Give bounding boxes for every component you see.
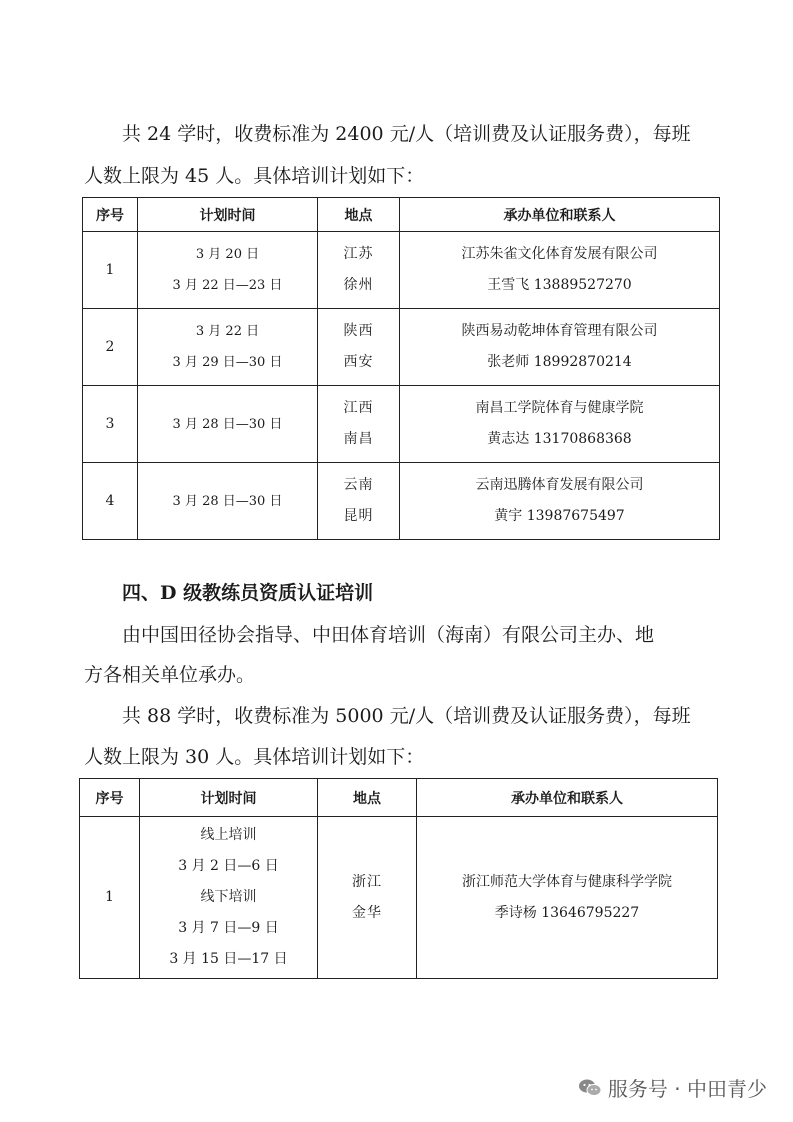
table-row — [83, 463, 720, 540]
col-header-org: 承办单位和联系人 — [417, 779, 718, 817]
place-city: 昆明 — [343, 508, 374, 524]
account-name: 服务号 · 中田青少 — [607, 1077, 767, 1101]
table-row — [80, 817, 718, 979]
row-org — [400, 463, 720, 540]
row-number: 1 — [83, 232, 138, 309]
row-place — [318, 386, 400, 463]
time-line: 3 月 2 日—6 日 — [178, 858, 279, 874]
row-time — [138, 232, 318, 309]
row-org — [417, 817, 718, 979]
row-place — [318, 817, 417, 979]
place-province: 陕西 — [343, 323, 374, 339]
row-time — [138, 309, 318, 386]
org-contact: 黄宇 13987675497 — [494, 508, 625, 524]
time-line: 3 月 22 日—23 日 — [172, 278, 283, 293]
time-line: 线下培训 — [200, 889, 257, 905]
place-city: 南昌 — [343, 431, 374, 447]
col-header-time: 计划时间 — [140, 779, 318, 817]
row-number: 2 — [83, 309, 138, 386]
org-contact: 黄志达 13170868368 — [487, 431, 632, 447]
section-c-fee-line2: 人数上限为 45 人。具体培训计划如下： — [84, 165, 425, 187]
row-time — [140, 817, 318, 979]
section-d-organizer-line1: 由中国田径协会指导、中田体育培训（海南）有限公司主办、地 — [122, 624, 655, 646]
org-contact: 季诗杨 13646795227 — [494, 904, 640, 921]
org-contact: 王雪飞 13889527270 — [487, 277, 632, 293]
row-time — [138, 386, 318, 463]
section-c-fee-line1: 共 24 学时，收费标准为 2400 元/人（培训费及认证服务费），每班 — [122, 123, 691, 145]
row-time — [138, 463, 318, 540]
col-header-time: 计划时间 — [138, 198, 318, 232]
place-province: 江西 — [343, 400, 374, 416]
row-number: 4 — [83, 463, 138, 540]
place-city: 金华 — [352, 904, 382, 921]
row-place — [318, 463, 400, 540]
time-line: 3 月 29 日—30 日 — [172, 355, 283, 370]
row-number: 3 — [83, 386, 138, 463]
col-header-no: 序号 — [80, 779, 140, 817]
section-d-heading: 四、D 级教练员资质认证培训 — [122, 582, 374, 604]
table-row — [83, 386, 720, 463]
org-name: 江苏朱雀文化体育发展有限公司 — [461, 246, 658, 262]
col-header-place: 地点 — [318, 779, 417, 817]
org-name: 南昌工学院体育与健康学院 — [475, 400, 644, 416]
section-d-fee-line1: 共 88 学时，收费标准为 5000 元/人（培训费及认证服务费），每班 — [122, 705, 691, 727]
wechat-icon — [578, 1078, 602, 1098]
section-d-fee-line2: 人数上限为 30 人。具体培训计划如下： — [84, 746, 425, 768]
place-city: 徐州 — [343, 277, 374, 293]
org-name: 云南迅腾体育发展有限公司 — [475, 477, 644, 493]
account-watermark — [578, 1073, 767, 1102]
row-org — [400, 309, 720, 386]
time-line: 3 月 7 日—9 日 — [178, 920, 279, 936]
time-line: 3 月 15 日—17 日 — [169, 951, 288, 967]
table-header-row — [83, 198, 720, 232]
time-line: 3 月 22 日 — [195, 324, 260, 339]
table-row — [83, 232, 720, 309]
time-line: 3 月 28 日—30 日 — [172, 416, 283, 432]
table-header-row — [80, 779, 718, 817]
time-line: 3 月 20 日 — [195, 247, 260, 262]
row-number: 1 — [80, 817, 140, 979]
org-name: 浙江师范大学体育与健康科学学院 — [462, 873, 672, 890]
section-d-organizer-line2: 方各相关单位承办。 — [84, 664, 256, 686]
col-header-no: 序号 — [83, 198, 138, 232]
row-org — [400, 232, 720, 309]
row-place — [318, 309, 400, 386]
place-province: 江苏 — [343, 246, 374, 262]
training-plan-table-c — [82, 197, 720, 540]
training-plan-table-d — [79, 778, 718, 979]
org-contact: 张老师 18992870214 — [487, 354, 632, 370]
col-header-org: 承办单位和联系人 — [400, 198, 720, 232]
place-province: 云南 — [343, 477, 374, 493]
table-row — [83, 309, 720, 386]
row-place — [318, 232, 400, 309]
time-line: 3 月 28 日—30 日 — [172, 493, 283, 509]
time-line: 线上培训 — [200, 827, 257, 843]
row-org — [400, 386, 720, 463]
place-city: 西安 — [343, 354, 374, 370]
org-name: 陕西易动乾坤体育管理有限公司 — [461, 323, 658, 339]
col-header-place: 地点 — [318, 198, 400, 232]
place-province: 浙江 — [352, 873, 382, 890]
